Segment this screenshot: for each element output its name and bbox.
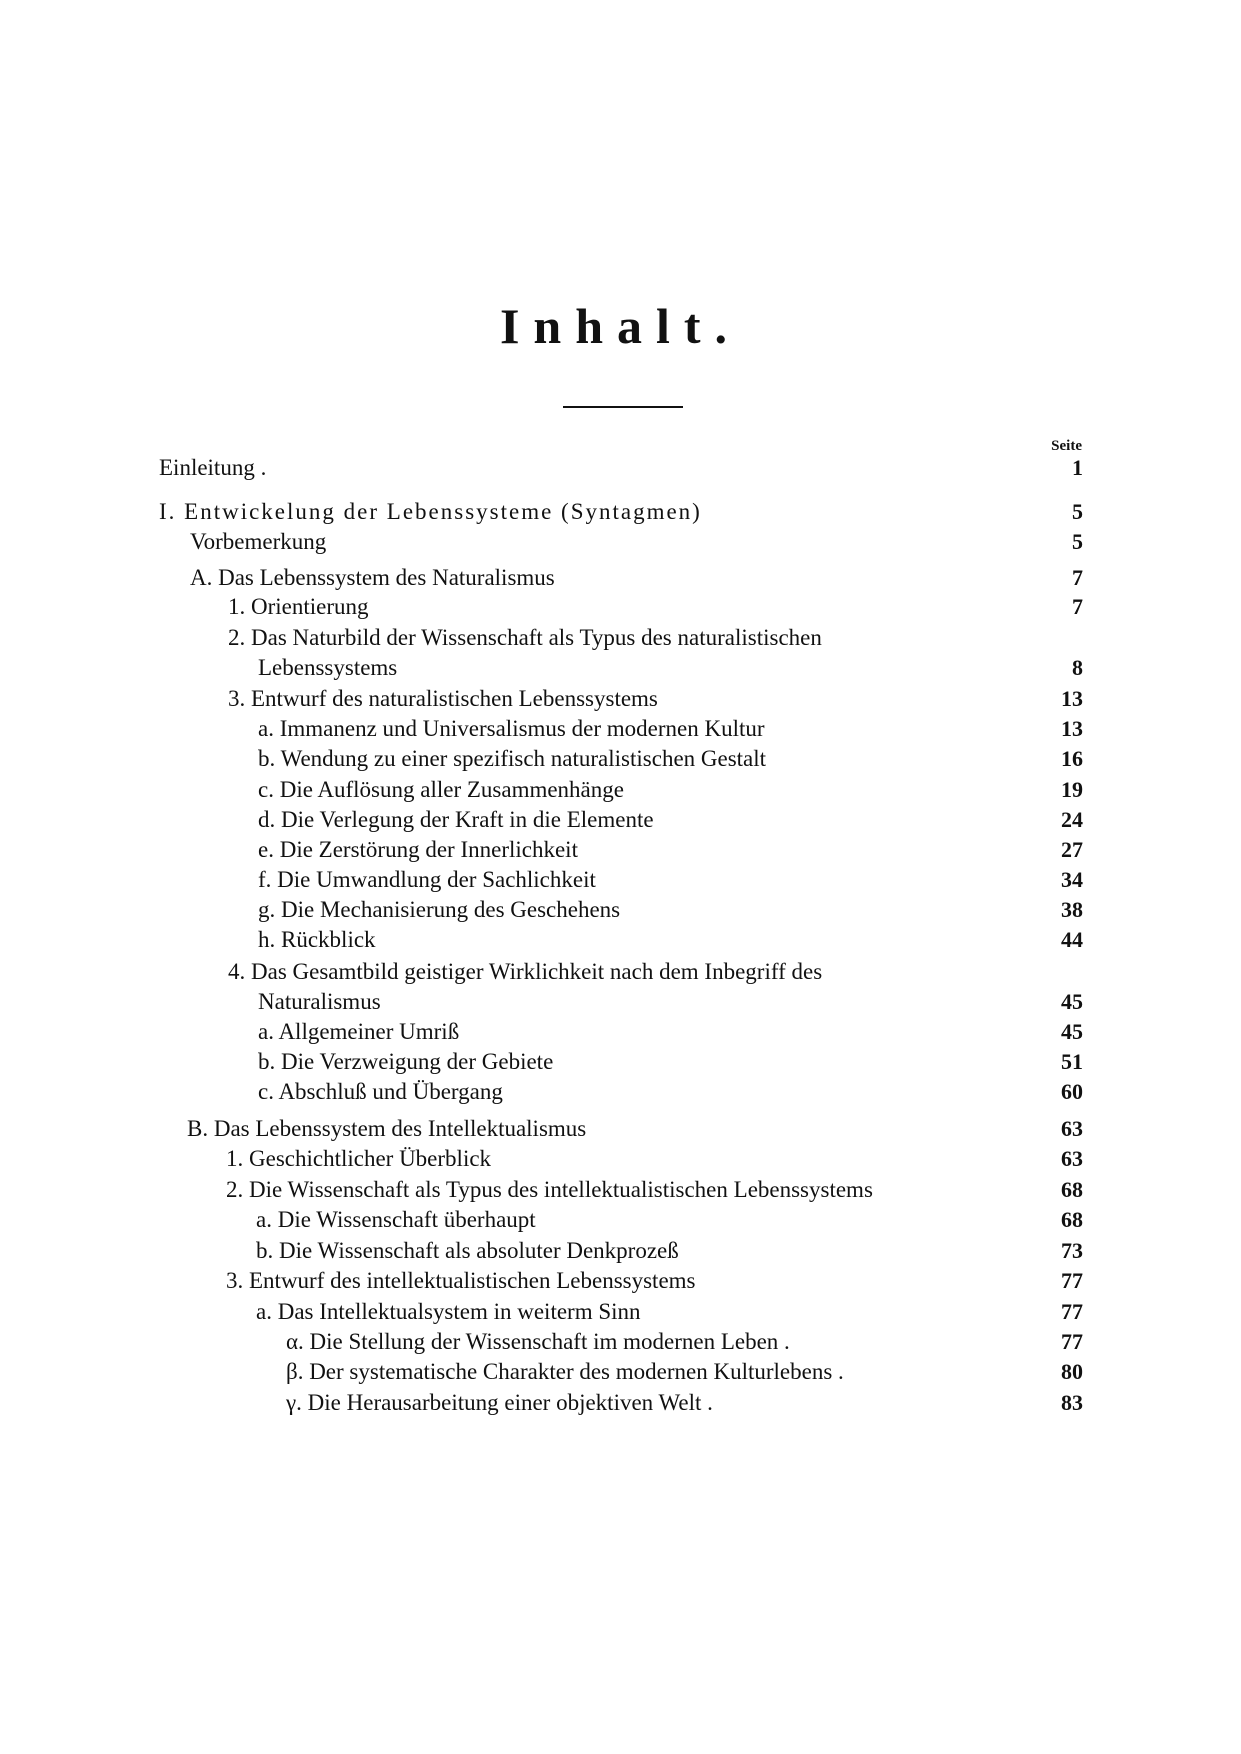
- toc-entry-text: 2. Die Wissenschaft als Typus des intellektualistischen Lebenssystems: [226, 1177, 873, 1202]
- toc-entry: [0, 527, 1241, 557]
- toc-entry: [0, 1175, 1241, 1205]
- toc-entry: [0, 1327, 1241, 1357]
- toc-entry-page: 16: [1061, 746, 1083, 771]
- toc-entry: [0, 684, 1241, 714]
- toc-entry: [0, 1357, 1241, 1387]
- toc-entry-page: 5: [1072, 499, 1083, 524]
- toc-entry-page: 83: [1061, 1390, 1083, 1415]
- toc-entry-text: c. Abschluß und Übergang: [258, 1079, 503, 1104]
- toc-entry-text: e. Die Zerstörung der Innerlichkeit: [258, 837, 578, 862]
- toc-entry-page: 7: [1072, 565, 1083, 590]
- toc-entry-page: 44: [1061, 927, 1083, 952]
- toc-entry-text: a. Immanenz und Universalismus der modernen Kultur: [258, 716, 765, 741]
- toc-entry-text: b. Die Wissenschaft als absoluter Denkprozeß: [256, 1238, 679, 1263]
- toc-entry: [0, 714, 1241, 744]
- toc-entry: [0, 1297, 1241, 1327]
- toc-entry-text: h. Rückblick: [258, 927, 376, 952]
- toc-entry-text: 2. Das Naturbild der Wissenschaft als Typus des naturalistischen: [228, 625, 822, 650]
- toc-entry-page: 77: [1061, 1268, 1083, 1293]
- toc-entry-page: 34: [1061, 867, 1083, 892]
- toc-entry-text: c. Die Auflösung aller Zusammenhänge: [258, 777, 624, 802]
- toc-entry-text: a. Das Intellektualsystem in weiterm Sinn: [256, 1299, 641, 1324]
- toc-entry: [0, 835, 1241, 865]
- toc-entry-text: I. Entwickelung der Lebenssysteme (Syntagmen): [159, 499, 702, 524]
- toc-entry-page: 77: [1061, 1329, 1083, 1354]
- toc-entry-page: 24: [1061, 807, 1083, 832]
- toc-entry-page: 45: [1061, 989, 1083, 1014]
- toc-entry-text: a. Allgemeiner Umriß: [258, 1019, 460, 1044]
- toc-entry: [0, 1236, 1241, 1266]
- toc-entry-text: f. Die Umwandlung der Sachlichkeit: [258, 867, 596, 892]
- toc-entry: [0, 744, 1241, 774]
- toc-entry-text: B. Das Lebenssystem des Intellektualismus: [187, 1116, 587, 1141]
- toc-entry-page: 68: [1061, 1177, 1083, 1202]
- toc-entry-page: 60: [1061, 1079, 1083, 1104]
- toc-entry: [0, 987, 1241, 1017]
- toc-entry-text: α. Die Stellung der Wissenschaft im modernen Leben .: [286, 1329, 790, 1354]
- toc-entry-page: 63: [1061, 1146, 1083, 1171]
- toc-entry-text: 4. Das Gesamtbild geistiger Wirklichkeit nach dem Inbegriff des: [228, 959, 823, 984]
- toc-entry-page: 8: [1072, 655, 1083, 680]
- toc-entry-page: 45: [1061, 1019, 1083, 1044]
- toc-entry-page: 73: [1061, 1238, 1083, 1263]
- toc-entry-text: b. Die Verzweigung der Gebiete: [258, 1049, 554, 1074]
- toc-entry: [0, 1077, 1241, 1107]
- toc-entry: [0, 1388, 1241, 1418]
- toc-entry-page: 7: [1072, 594, 1083, 619]
- toc-entry-page: 68: [1061, 1207, 1083, 1232]
- toc-entry-text: β. Der systematische Charakter des modernen Kulturlebens .: [286, 1359, 844, 1384]
- toc-entry-page: 80: [1061, 1359, 1083, 1384]
- toc-entry: [0, 1266, 1241, 1296]
- toc-entry-text: γ. Die Herausarbeitung einer objektiven Welt .: [286, 1390, 713, 1415]
- toc-entry: [0, 563, 1241, 593]
- toc-entry: [0, 453, 1241, 483]
- toc-entry-text: d. Die Verlegung der Kraft in die Elemente: [258, 807, 654, 832]
- toc-entry-text: Einleitung .: [159, 455, 267, 480]
- toc-entry: [0, 653, 1241, 683]
- toc-entry-text: 3. Entwurf des naturalistischen Lebenssystems: [228, 686, 658, 711]
- toc-entry: [0, 1205, 1241, 1235]
- toc-entry-text: Vorbemerkung: [190, 529, 327, 554]
- toc-entry: [0, 623, 1241, 653]
- toc-entry: [0, 805, 1241, 835]
- toc-entry-page: 77: [1061, 1299, 1083, 1324]
- toc-entry: [0, 1017, 1241, 1047]
- toc-entry-page: 13: [1061, 716, 1083, 741]
- toc-entry-text: 3. Entwurf des intellektualistischen Lebenssystems: [226, 1268, 696, 1293]
- toc-entry: [0, 1114, 1241, 1144]
- toc-entry: [0, 865, 1241, 895]
- toc-entry-page: 51: [1061, 1049, 1083, 1074]
- toc-entry-text: 1. Orientierung: [228, 594, 369, 619]
- page-title: Inhalt.: [499, 298, 742, 354]
- toc-entry-page: 13: [1061, 686, 1083, 711]
- toc-entry: [0, 925, 1241, 955]
- toc-entry-page: 38: [1061, 897, 1083, 922]
- toc-entry-text: Naturalismus: [258, 989, 381, 1014]
- toc-entry: [0, 1047, 1241, 1077]
- toc-entry: [0, 1144, 1241, 1174]
- toc-entry-page: 19: [1061, 777, 1083, 802]
- toc-entry-text: a. Die Wissenschaft überhaupt: [256, 1207, 536, 1232]
- toc-entry: [0, 957, 1241, 987]
- toc-entry-text: g. Die Mechanisierung des Geschehens: [258, 897, 621, 922]
- toc-entry-text: b. Wendung zu einer spezifisch naturalistischen Gestalt: [258, 746, 767, 771]
- toc-entry: [0, 497, 1241, 527]
- toc-entry: [0, 895, 1241, 925]
- toc-entry-page: 63: [1061, 1116, 1083, 1141]
- toc-entry-page: 27: [1061, 837, 1083, 862]
- toc-entry-text: Lebenssystems: [258, 655, 398, 680]
- toc-entry: [0, 775, 1241, 805]
- page-column-header: Seite: [1051, 438, 1082, 454]
- toc-entry: [0, 592, 1241, 622]
- toc-entry-page: 5: [1072, 529, 1083, 554]
- toc-entry-text: 1. Geschichtlicher Überblick: [226, 1146, 492, 1171]
- toc-entry-page: 1: [1072, 455, 1083, 480]
- toc-entry-text: A. Das Lebenssystem des Naturalismus: [190, 565, 555, 590]
